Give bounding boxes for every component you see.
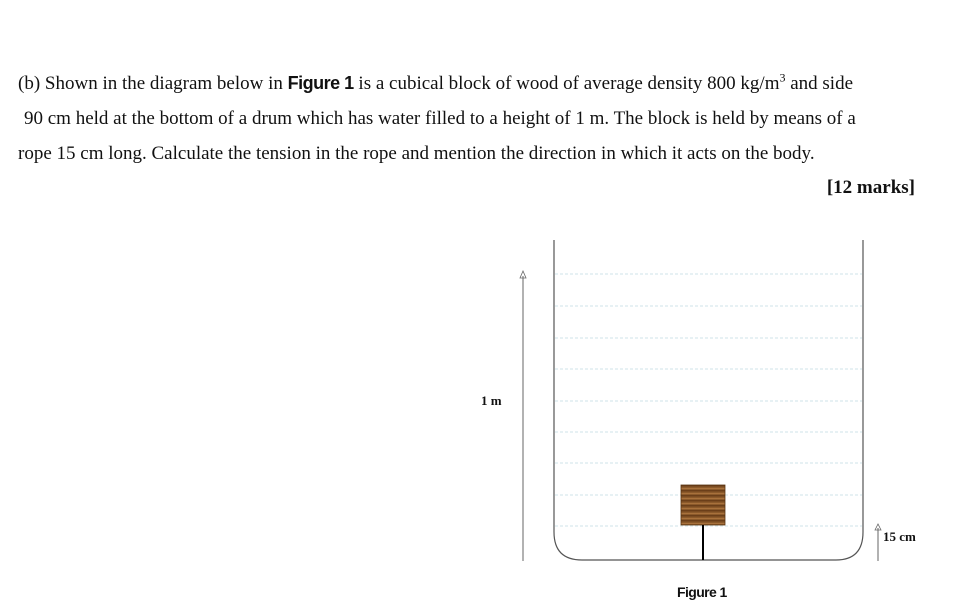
marks-label: [12 marks] [826,177,915,198]
figure-caption: Figure 1 [677,584,727,600]
question-prefix: (b) Shown in the diagram below in [18,73,288,94]
height-label: 1 m [481,393,502,408]
question-middle: is a cubical block of wood of average density 800 kg/m [353,73,780,94]
superscript: 3 [779,70,786,85]
question-line-3: rope 15 cm long. Calculate the tension in the rope and mention the direction in which it acts on the body. [18,143,815,164]
question-suffix: and side [785,73,854,94]
question-line-2: 90 cm held at the bottom of a drum which has water filled to a height of 1 m. The block is held by means of a [24,108,856,129]
figure-reference: Figure 1 [287,73,354,93]
height-arrow [520,271,526,561]
rope-length-arrow [875,524,881,561]
rope-length-label: 15 cm [883,529,916,544]
wood-block [681,485,725,525]
